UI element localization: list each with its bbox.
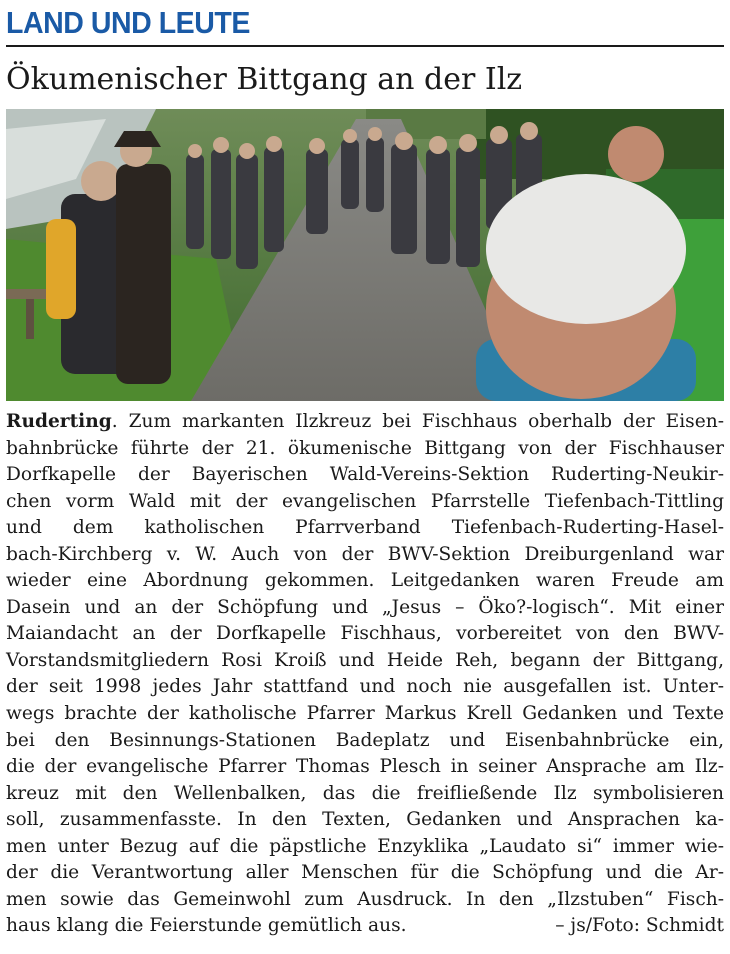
article-lead: Ruderting: [6, 411, 112, 432]
body-line: und dem katholischen Pfarrverband Tiefenbach-Ruderting-Hasel-: [6, 517, 724, 539]
article-headline: Ökumenischer Bittgang an der Ilz: [6, 62, 523, 97]
body-line: kreuz mit den Wellenbalken, das die freifließende Ilz symbolisieren: [6, 782, 724, 804]
body-line: men unter Bezug auf die päpstliche Enzyklika „Laudato si“ immer wie-: [6, 835, 724, 857]
photo-icon: [6, 109, 724, 401]
body-line: Vorstandsmitgliedern Rosi Kroiß und Heide Reh, begann der Bittgang,: [6, 649, 724, 671]
body-line: die der evangelische Pfarrer Thomas Plesch in seiner Ansprache am Ilz-: [6, 756, 724, 778]
photo-credit: – js/Foto: Schmidt: [555, 915, 724, 937]
body-line-last: haus klang die Feierstunde gemütlich aus. – js/Foto: Schmidt: [6, 913, 724, 940]
article-photo: [6, 109, 724, 401]
body-line: bei den Besinnungs-Stationen Badeplatz und Eisenbahnbrücke ein,: [6, 729, 724, 751]
body-line: Dorfkapelle der Bayerischen Wald-Vereins-Sektion Ruderting-Neukir-: [6, 464, 724, 486]
body-line: Maiandacht an der Dorfkapelle Fischhaus, vorbereitet von den BWV-: [6, 623, 724, 645]
body-line: bach-Kirchberg v. W. Auch von der BWV-Sektion Dreiburgenland war: [6, 543, 724, 565]
body-line: chen vorm Wald mit der evangelischen Pfarrstelle Tiefenbach-Tittling: [6, 490, 724, 512]
body-line: Ruderting. Zum markanten Ilzkreuz bei Fischhaus oberhalb der Eisen-: [6, 411, 724, 432]
section-divider: [6, 45, 724, 47]
body-line: Dasein und an der Schöpfung und „Jesus – Öko?-logisch“. Mit einer: [6, 596, 724, 618]
body-line: soll, zusammenfasste. In den Texten, Gedanken und Ansprachen ka-: [6, 809, 724, 831]
body-line: der seit 1998 jedes Jahr stattfand und noch nie ausgefallen ist. Unter-: [6, 676, 724, 698]
newspaper-page: [6, 0, 724, 954]
body-line: bahnbrücke führte der 21. ökumenische Bittgang von der Fischhauser: [6, 437, 724, 459]
body-line: der die Verantwortung aller Menschen für die Schöpfung und die Ar-: [6, 862, 724, 884]
article-body: [6, 409, 724, 940]
body-line: wieder eine Abordnung gekommen. Leitgedanken waren Freude am: [6, 570, 724, 592]
section-label: LAND UND LEUTE: [6, 5, 250, 40]
body-line: men sowie das Gemeinwohl zum Ausdruck. In den „Ilzstuben“ Fisch-: [6, 888, 724, 910]
body-line: wegs brachte der katholische Pfarrer Markus Krell Gedanken und Texte: [6, 703, 724, 725]
